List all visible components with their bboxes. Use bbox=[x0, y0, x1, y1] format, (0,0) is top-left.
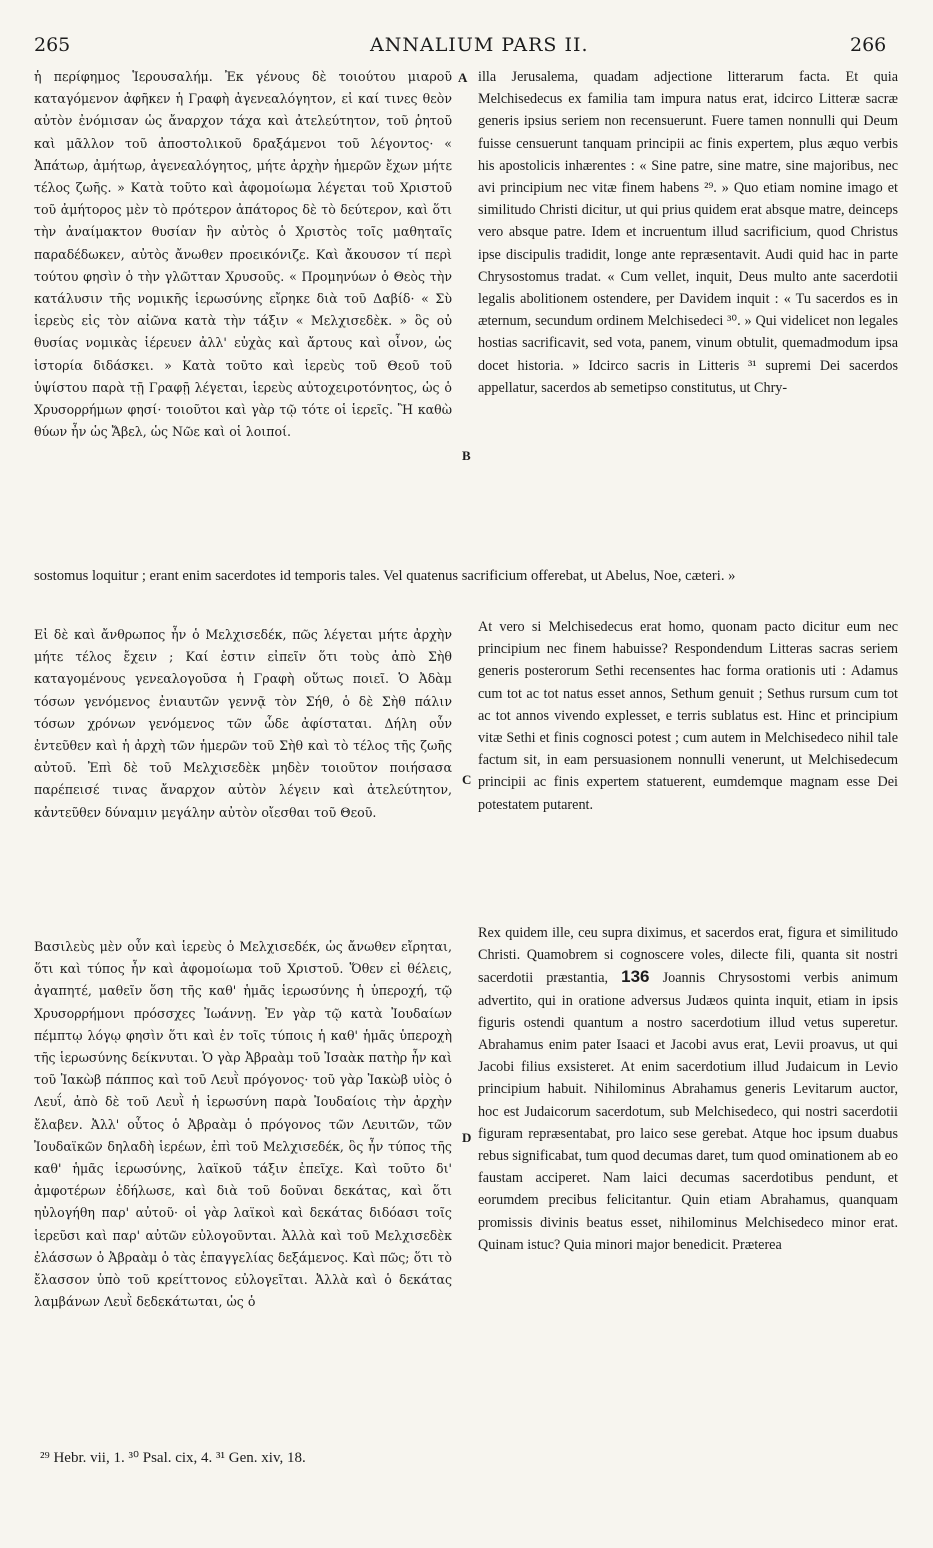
latin-paragraph-3-start: Rex quidem ille, ceu supra diximus, et sacerdos erat, figura et similitudo Christi. Quamobrem si cognoscere voles, dilecte fili, quanta sit nostri sacerdotii præstantia, bbox=[478, 925, 898, 987]
full-width-continuation: sostomus loquitur ; erant enim sacerdotes id temporis tales. Vel quatenus sacrificium offerebat, ut Abelus, Noe, cæteri. » bbox=[34, 568, 736, 584]
margin-mark-d: D bbox=[462, 1130, 472, 1145]
inline-bold-page-number: 136 bbox=[621, 967, 650, 987]
greek-column-paragraph-3: Βασιλεὺς μὲν οὖν καὶ ἱερεὺς ὁ Μελχισεδέκ, ὡς ἄνωθεν εἴρηται, ὅτι καὶ τύπος ἦν καὶ ἀφομοίωμα τοῦ Χριστοῦ. Ὅθεν εἰ θέλεις, ἀγαπητέ, μαθεῖν ὅση τῆς καθ' ἡμᾶς ἱερωσύνης ἡ ὑπεροχή, τῷ Χρυσορρήμονι πρόσσχες Ἰωάννῃ. Ἐν γὰρ τῷ κατὰ Ἰουδαίων πέμπτῳ λόγῳ φησὶν ὅτι καὶ ἐν τοῖς τύποις ἡ καθ' ἡμᾶς ὑπεροχὴ τῆς ἱερωσύνης δείκνυται. Ὁ γὰρ Ἀβραὰμ τοῦ Ἰσαὰκ πατὴρ ἦν καὶ τοῦ Ἰακὼβ πάππος καὶ τοῦ Λευῒ πρόγονος· τοῦ γὰρ Ἰακὼβ υἱὸς ὁ Λευΐ, ἀπὸ δὲ τοῦ Λευῒ ἡ ἱερωσύνη παρὰ Ἰουδαίοις τὴν ἀρχὴν ἔλαβεν. Ἀλλ' οὗτος ὁ Ἀβραὰμ ὁ πρόγονος τῶν Λευιτῶν, τῶν Ἰουδαϊκῶν δηλαδὴ ἱερέων, ἐπὶ τοῦ Μελχισεδέκ, ὃς ἦν τύπος τῆς καθ' ἡμᾶς ἱερωσύνης, λαϊκοῦ τάξιν ἐπεῖχε. Καὶ τοῦτο δι' ἀμφοτέρων ἐδήλωσε, καὶ διὰ τοῦ δοῦναι δεκάτας, καὶ ὅτι ηὐλογήθη παρ' αὐτοῦ· οἱ γὰρ λαϊκοὶ καὶ δεκάτας διδόασι τοῖς ἱερεῦσι καὶ παρ' αὐτῶν εὐλογοῦνται. Ἀλλὰ καὶ τοῦ Μελχισεδὲκ ἐλάσσων ὁ Ἀβραὰμ ὁ τὰς ἐπαγγελίας δεξάμενος. Καὶ πῶς; ὅτι τὸ ἔλασσον ὑπὸ τοῦ κρείττονος εὐλογεῖται. Ἀλλὰ καὶ ὁ δεκάτας λαμβάνων Λευῒ δεδεκάτωται, ὡς ὁ bbox=[34, 939, 452, 1310]
latin-column-paragraph-2: At vero si Melchisedecus erat homo, quonam pacto dicitur eum nec principium nec finem habuisse? Respondendum Litteras sacras seriem generis posterorum Sethi recensentes hac forma orationis uti : Adamus cum tot ac tot natus esset annos, Sethum genuit ; Sethus rursum cum tot ac tot annos vivendo explesset, e terris sublatus est. Hinc et principium vitæ Sethi et finis cognosci potest ; cum autem in Melchisedeco nihil tale factum sit, in eam persuasionem nonnulli venerunt, ut Melchisedecum principii ac finis expertem statuerent, eumdemque magnam esse Dei potestatem putarent. bbox=[478, 619, 898, 813]
running-title: ANNALIUM PARS II. bbox=[370, 34, 589, 56]
latin-paragraph-3-rest: Joannis Chrysostomi verbis animum advertito, qui in oratione adversus Judæos quinta inquit, etiam in ipsis figuris ostendi quantum a nostro sacerdotium illud vetus superetur. Abrahamus enim pater Isaaci et Jacobi avus erat, Levii proavus, ut qui Jacobi filius exsisteret. At enim sacerdotium illud Judaicum in Levio principium habuit. Nihilominus Abrahamus generis Levitarum auctor, hoc est Judaicorum sacerdotum, sub Melchisedeco, qui nostri sacerdotii figuram repræsentabat, pro laico sese gerebat. Atque hoc ipsum duabus rebus significabat, tum quod decumas daret, tum quod ominationem ab eo faustam acciperet. Nam laici decumas sacerdotibus pendunt, et eorumdem precibus felicitantur. Quin etiam Abrahamus, quanquam promissis divinis beatus esset, nihilominus Melchisedeco minor erat. Quinam istuc? Quia minori major benedicit. Præterea bbox=[478, 970, 898, 1253]
left-page-number: 265 bbox=[34, 34, 71, 56]
right-page-number: 266 bbox=[850, 34, 887, 56]
margin-mark-a: A bbox=[458, 70, 468, 85]
footnotes: ²⁹ Hebr. vii, 1. ³⁰ Psal. cix, 4. ³¹ Gen. xiv, 18. bbox=[40, 1450, 306, 1466]
margin-mark-b: B bbox=[462, 448, 471, 463]
greek-column-paragraph-1: ἡ περίφημος Ἱερουσαλήμ. Ἐκ γένους δὲ τοιούτου μιαροῦ καταγόμενον ἀφῆκεν ἡ Γραφὴ ἀγενεαλόγητον, εἰ καί τινες θεὸν αὐτὸν ἐνόμισαν ὡς ἄναρχον τάχα καὶ ἀτελεύτητον, τοῦ ῥητοῦ καὶ μᾶλλον τοῦ ἀποστολικοῦ δραξάμενοι τοῦ λέγοντος· « Ἀπάτωρ, ἀμήτωρ, ἀγενεαλόγητος, μήτε ἀρχὴν ἡμερῶν ἔχων μήτε τέλος ζωῆς. » Κατὰ τοῦτο καὶ ἀφομοίωμα λέγεται τοῦ Χριστοῦ τοῦ ἀμήτορος μὲν τὸ πρότερον ἀπάτορος δὲ τὸ δεύτερον, καὶ ὅτι τὴν ἀναίμακτον θυσίαν ἣν αὐτὸς ὁ Χριστὸς τοῖς μαθηταῖς παραδέδωκεν, αὐτὸς ἄνωθεν προεικόνιζε. Καὶ ἄκουσον τί περὶ τούτου φησὶν ὁ τὴν γλῶτταν Χρυσοῦς. « Προμηνύων ὁ Θεὸς τὴν κατάλυσιν τῆς νομικῆς ἱερωσύνης εἴρηκε διὰ τοῦ Δαβίδ· « Σὺ ἱερεὺς εἰς τὸν αἰῶνα κατὰ τὴν τάξιν « Μελχισεδὲκ. » ὃς οὐ θυσίας νομικὰς ἱέρευεν ἀλλ' εὐχὰς καὶ ἄρτους καὶ οἶνον, ὡς ἱστορία διδάσκει. » Κατὰ τοῦτο καὶ ἱερεὺς τοῦ Θεοῦ τοῦ ὑψίστου παρὰ τῇ Γραφῇ λέγεται, ἱερεὺς αὐτοχειροτόνητος, ὡς ὁ Χρυσορρήμων φησί· τοιοῦτοι καὶ γὰρ τῷ τότε οἱ ἱερεῖς. Ἢ καθὼ θύων ἦν ὡς Ἄβελ, ὡς Νῶε καὶ οἱ λοιποί. bbox=[34, 69, 452, 440]
margin-mark-c: C bbox=[462, 772, 472, 787]
latin-column-paragraph-3 bbox=[478, 922, 898, 1416]
latin-column-paragraph-1: illa Jerusalema, quadam adjectione litterarum facta. Et quia Melchisedecus ex familia tam impura natus erat, idcirco Litteræ sacræ generis ipsius seriem non recensuerunt. Fuere tamen nonnulli qui Deum fuisse censuerunt tanquam principii ac finis expertem, plus æquo verbis his apostolicis inhærentes : « Sine patre, sine matre, sine majoribus, nec avi principium nec vitæ finem habens ²⁹. » Quo etiam nomine imago et similitudo Christi dicitur, ut qui prius quidem erat absque matre, deinceps vero absque patre. Idem et incruentum illud sacrificium, quod Christus ipse discipulis tradidit, longe ante repræsentavit. Audi quid hac in parte Chrysostomus tradat. « Cum vellet, inquit, Deus multo ante sacerdotii legalis abolitionem ostendere, per Davidem inquit : « Tu sacerdos es in æternum, secundum ordinem Melchisedeci ³⁰. » Qui videlicet non legales hostias sacrificavit, sed vota, panem, vinum obtulit, quemadmodum ipsa docet historia. » Idcirco sacris in Litteris ³¹ supremi Dei sacerdos appellatur, sacerdos ab semetipso constitutus, ut Chry- bbox=[478, 69, 898, 396]
greek-column-paragraph-2: Εἰ δὲ καὶ ἄνθρωπος ἦν ὁ Μελχισεδέκ, πῶς λέγεται μήτε ἀρχὴν μήτε τέλος ἔχειν ; Καί ἐστιν εἰπεῖν ὅτι τοὺς ἀπὸ Σὴθ καταγομένους γενεαλογοῦσα ἡ Γραφὴ οὕτως ποιεῖ. Ὁ Ἀδὰμ τόσων γενόμενος ἐνιαυτῶν γεννᾷ τὸν Σήθ, ὁ δὲ Σὴθ πάλιν τόσων χρόνων γενόμενος τῶν ὧδε ἀφίσταται. Δήλη οὖν ἐντεῦθεν καὶ ἡ ἀρχὴ τῶν ἡμερῶν τοῦ Σὴθ καὶ τὸ τέλος τῆς ζωῆς αὐτοῦ. Ἐπὶ δὲ τοῦ Μελχισεδὲκ μηδὲν τοιοῦτον ποιήσασα παρέπεισέ τινας ἄναρχον αὐτὸν λέγειν καὶ ἀτελεύτητον, κἀντεῦθεν δύναμιν μεγάλην αὐτὸν οἴεσθαι τοῦ Θεοῦ. bbox=[34, 627, 452, 820]
